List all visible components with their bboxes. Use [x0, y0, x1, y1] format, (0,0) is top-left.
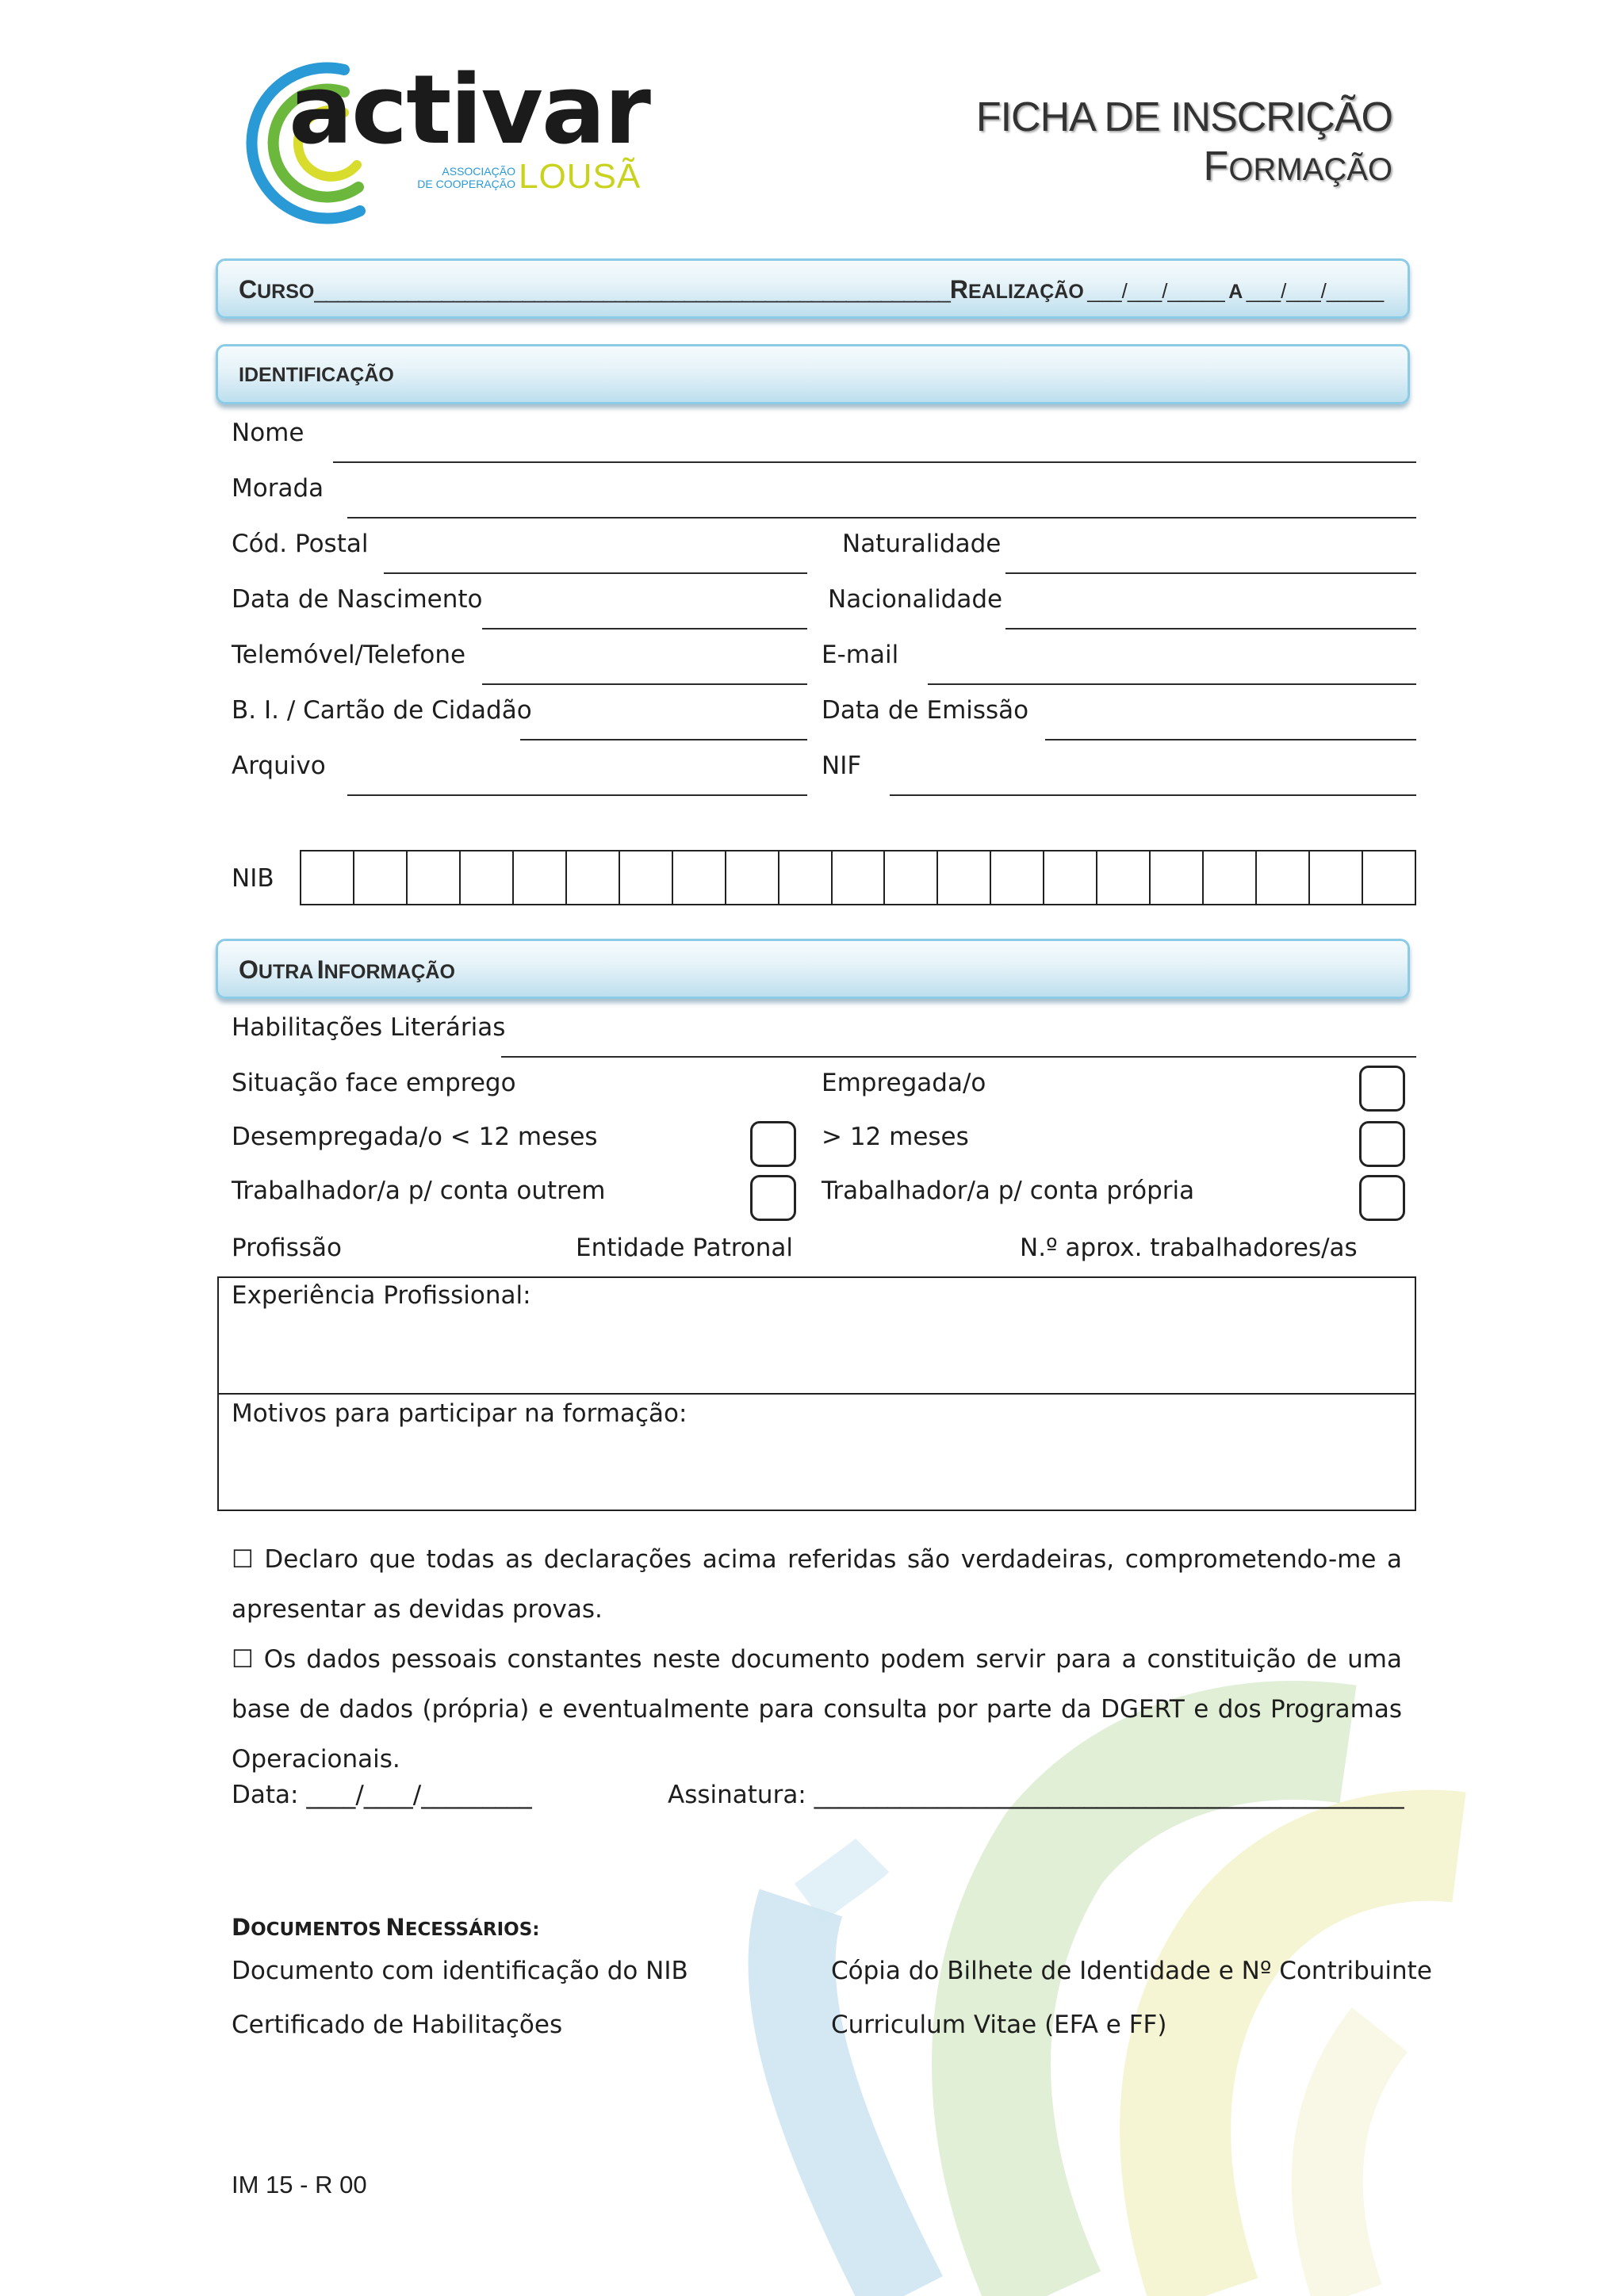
- nib-digit-cell[interactable]: [885, 851, 938, 904]
- informacao-rest: NFORMAÇÃO: [324, 961, 455, 983]
- situacao-label: Situação face emprego: [232, 1069, 516, 1097]
- subtitle-initial: F: [1203, 144, 1229, 189]
- trab-outrem-checkbox[interactable]: [750, 1175, 796, 1221]
- entidade-label: Entidade Patronal: [576, 1234, 794, 1262]
- nib-digit-cell[interactable]: [673, 851, 726, 904]
- data-nascimento-label: Data de Nascimento: [232, 585, 483, 614]
- email-label: E-mail: [822, 641, 899, 669]
- subtitle-rest: ORMAÇÃO: [1228, 152, 1392, 187]
- num-trabalhadores-label: N.º aprox. trabalhadores/as: [1020, 1234, 1358, 1262]
- nib-digit-cell[interactable]: [1097, 851, 1151, 904]
- form-code: IM 15 - R 00: [232, 2171, 367, 2198]
- date-to-field[interactable]: ___/___/_____: [1246, 279, 1385, 303]
- page-title: FICHA DE INSCRIÇÃO: [975, 94, 1392, 140]
- nib-digit-cell[interactable]: [408, 851, 461, 904]
- curso-initial: C: [239, 275, 258, 304]
- outra-informacao-title: [239, 955, 455, 985]
- nib-digit-cell[interactable]: [1310, 851, 1363, 904]
- declaracao-veracidade: [232, 1535, 1402, 1635]
- empregada-label: Empregada/o: [822, 1069, 986, 1097]
- realizacao-rest: EALIZAÇÃO: [967, 281, 1084, 303]
- bi-field[interactable]: [520, 739, 807, 740]
- doc-bi: Cópia do Bilhete de Identidade e Nº Contribuinte: [831, 1957, 1432, 1985]
- nome-label: Nome: [232, 419, 304, 447]
- empregada-checkbox[interactable]: [1359, 1066, 1405, 1112]
- experiencia-cell[interactable]: [219, 1278, 1415, 1395]
- nib-digit-cell[interactable]: [514, 851, 567, 904]
- experiencia-label: Experiência Profissional:: [232, 1281, 531, 1310]
- outra-initial: O: [239, 955, 259, 984]
- logo: [225, 55, 653, 227]
- declaracao-dados: [232, 1635, 1402, 1785]
- motivos-label: Motivos para participar na formação:: [232, 1399, 688, 1428]
- nib-digit-cell[interactable]: [620, 851, 673, 904]
- declaracao-veracidade-text: Declaro que todas as declarações acima referidas são verdadeiras, comprometendo-me a apresentar as devidas provas.: [232, 1545, 1402, 1624]
- documentos-rest: OCUMENTOS: [251, 1919, 381, 1940]
- mais12-label: > 12 meses: [822, 1123, 969, 1151]
- documentos-title: [232, 1914, 540, 1941]
- telemovel-label: Telemóvel/Telefone: [232, 641, 466, 669]
- telemovel-field[interactable]: [482, 683, 807, 685]
- bi-label: B. I. / Cartão de Cidadão: [232, 696, 532, 725]
- declaracao-dados-text: Os dados pessoais constantes neste documento podem servir para a constituição de uma base de dados (própria) e eventualmente para consulta por parte da DGERT e dos Programas Operacionais.: [232, 1645, 1402, 1774]
- desempregada-mais12-checkbox[interactable]: [1359, 1121, 1405, 1167]
- logo-assoc-line2: DE COOPERAÇÃO: [417, 178, 515, 190]
- nib-digit-cell[interactable]: [726, 851, 779, 904]
- doc-cv: Curriculum Vitae (EFA e FF): [831, 2011, 1167, 2039]
- cod-postal-field[interactable]: [384, 572, 807, 574]
- nib-digit-cell[interactable]: [354, 851, 408, 904]
- necessarios-rest: ECESSÁRIOS:: [404, 1919, 540, 1940]
- nacionalidade-field[interactable]: [1005, 628, 1416, 629]
- date-from-field[interactable]: ___/___/_____: [1087, 279, 1225, 303]
- nacionalidade-label: Nacionalidade: [828, 585, 1003, 614]
- nib-digit-cell[interactable]: [1044, 851, 1097, 904]
- habilitacoes-field[interactable]: [501, 1056, 1416, 1058]
- habilitacoes-label: Habilitações Literárias: [232, 1013, 506, 1042]
- data-emissao-label: Data de Emissão: [822, 696, 1029, 725]
- nib-digit-cell[interactable]: [1151, 851, 1204, 904]
- data-emissao-field[interactable]: [1045, 739, 1416, 740]
- informacao-initial: I: [316, 955, 324, 984]
- documentos-initial: D: [232, 1914, 251, 1941]
- course-banner-text: [239, 275, 1387, 304]
- nib-digit-cell[interactable]: [938, 851, 991, 904]
- nib-digit-cell[interactable]: [461, 851, 514, 904]
- curso-rest: URSO: [257, 281, 315, 303]
- nib-digit-cell[interactable]: [1257, 851, 1310, 904]
- doc-habilitacoes: Certificado de Habilitações: [232, 2011, 563, 2039]
- data-nascimento-field[interactable]: [482, 628, 807, 629]
- identificacao-banner: [216, 344, 1410, 404]
- arquivo-label: Arquivo: [232, 752, 326, 780]
- data-field[interactable]: Data: ____/____/_________: [232, 1781, 532, 1809]
- curso-field[interactable]: _______________________________________________________: [314, 278, 950, 303]
- page-subtitle: [1204, 143, 1392, 190]
- naturalidade-label: Naturalidade: [842, 530, 1002, 558]
- doc-nib: Documento com identificação do NIB: [232, 1957, 688, 1985]
- nib-digit-cell[interactable]: [1363, 851, 1415, 904]
- assinatura-field[interactable]: Assinatura: ________________________________________________: [668, 1781, 1404, 1809]
- motivos-cell[interactable]: [219, 1395, 1415, 1511]
- nib-grid: [300, 850, 1416, 905]
- desempregada-menos12-checkbox[interactable]: [750, 1121, 796, 1167]
- nib-digit-cell[interactable]: [779, 851, 833, 904]
- nib-digit-cell[interactable]: [567, 851, 620, 904]
- naturalidade-field[interactable]: [1005, 572, 1416, 574]
- checkbox-glyph-icon[interactable]: ☐: [232, 1545, 254, 1574]
- nib-digit-cell[interactable]: [991, 851, 1044, 904]
- trab-propria-label: Trabalhador/a p/ conta própria: [822, 1177, 1195, 1205]
- nib-digit-cell[interactable]: [1204, 851, 1257, 904]
- trab-outrem-label: Trabalhador/a p/ conta outrem: [232, 1177, 606, 1205]
- cod-postal-label: Cód. Postal: [232, 530, 369, 558]
- nib-label: NIB: [232, 864, 274, 893]
- nif-field[interactable]: [890, 794, 1416, 796]
- realizacao-initial: R: [949, 275, 968, 304]
- date-separator: A: [1228, 281, 1243, 303]
- checkbox-glyph-icon[interactable]: ☐: [232, 1645, 254, 1674]
- logo-place: LOUSÃ: [519, 157, 642, 196]
- morada-label: Morada: [232, 474, 324, 503]
- arquivo-field[interactable]: [347, 794, 807, 796]
- logo-assoc-line1: ASSOCIAÇÃO: [442, 165, 515, 178]
- nome-field[interactable]: [333, 461, 1416, 463]
- nib-digit-cell[interactable]: [833, 851, 886, 904]
- nib-digit-cell[interactable]: [301, 851, 354, 904]
- outra-informacao-banner: [216, 939, 1410, 999]
- email-field[interactable]: [928, 683, 1416, 685]
- profissao-label: Profissão: [232, 1234, 342, 1262]
- nif-label: NIF: [822, 752, 862, 780]
- morada-field[interactable]: [347, 517, 1416, 519]
- experience-motives-table: [217, 1276, 1416, 1511]
- identificacao-title: IDENTIFICAÇÃO: [239, 364, 394, 386]
- logo-wordmark: activar: [289, 55, 649, 166]
- outra-rest: UTRA: [258, 961, 314, 983]
- desempregada-label: Desempregada/o < 12 meses: [232, 1123, 598, 1151]
- trab-propria-checkbox[interactable]: [1359, 1175, 1405, 1221]
- course-banner: [216, 258, 1410, 319]
- necessarios-initial: N: [385, 1914, 405, 1941]
